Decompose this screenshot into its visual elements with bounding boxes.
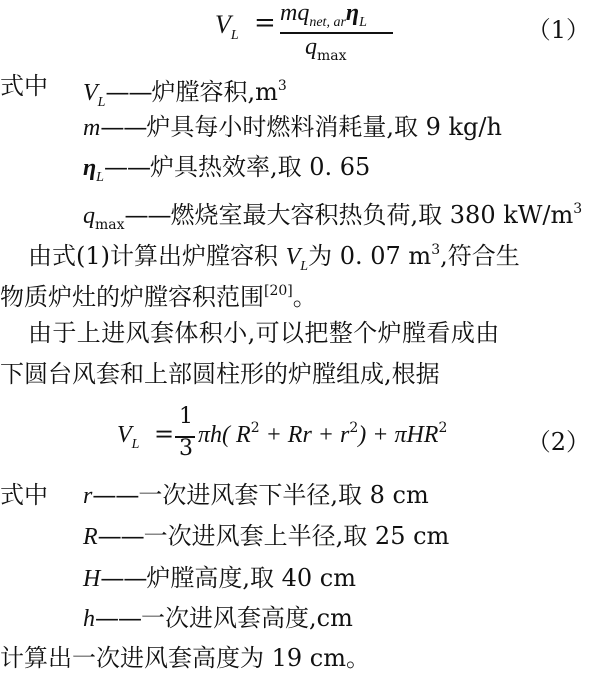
where2-dash: —— <box>100 564 147 592</box>
where2-text: 一次进风套高度,cm <box>141 604 353 632</box>
where2-line <box>83 516 449 557</box>
eq1-den-q: q <box>305 34 317 60</box>
where2-dash: —— <box>97 522 144 550</box>
para1-text-c: ,符合生 <box>440 242 520 270</box>
where1-symbol: V <box>83 80 98 106</box>
eq1-lhs-subscript: L <box>230 28 239 43</box>
para1-line-2 <box>0 271 600 311</box>
para1-period: 。 <box>292 283 317 311</box>
conclusion-line <box>0 638 600 678</box>
eq1-equals: = <box>254 8 276 38</box>
eq1-num-eta: η <box>345 0 360 26</box>
where2-item-2 <box>0 558 600 598</box>
where1-dash: —— <box>100 113 147 141</box>
para1-var: V <box>285 244 301 270</box>
where1-symbol: m <box>83 115 101 141</box>
conclusion-text: 计算出一次进风套高度为 19 cm。 <box>0 644 370 672</box>
where1-text: 燃烧室最大容积热负荷,取 380 kW/m <box>170 201 574 229</box>
where2-lead: 式中 <box>0 481 48 509</box>
where2-symbol: r <box>83 483 93 509</box>
where2-line <box>83 558 356 599</box>
eq2-frac-denominator: 3 <box>179 436 193 461</box>
where1-text: 炉具每小时燃料消耗量,取 9 kg/h <box>146 113 502 141</box>
para1-text-b: 为 0. 07 m <box>308 242 432 270</box>
where2-text: 一次进风套上半径,取 25 cm <box>143 522 450 550</box>
where1-dash: —— <box>103 153 150 181</box>
eq2-sup-3: 2 <box>438 420 448 436</box>
eq2-lhs-symbol: V <box>117 422 132 448</box>
where1-text: 炉具热效率,取 0. 65 <box>149 153 371 181</box>
eq2-rhs-c: ) + πHR <box>358 422 439 448</box>
where1-dash: —— <box>105 78 152 106</box>
para1-superscript: 3 <box>431 242 441 258</box>
para2-line-2 <box>0 354 600 394</box>
eq2-frac-numerator: 1 <box>179 404 193 429</box>
eq2-rhs <box>198 420 447 449</box>
para1-text-line2: 物质炉灶的炉膛容积范围 <box>0 283 264 311</box>
eq2-equals: = <box>154 420 175 448</box>
where1-subscript: max <box>95 217 125 233</box>
where1-symbol: η <box>83 155 97 181</box>
where1-dash: —— <box>124 201 171 229</box>
where2-symbol: R <box>83 524 98 550</box>
para1-text-a: 由式(1)计算出炉膛容积 <box>28 242 286 270</box>
where2-line <box>83 475 429 516</box>
eq1-den-subscript: max <box>317 48 347 64</box>
where1-lead: 式中 <box>0 72 48 100</box>
where1-subscript: L <box>97 95 106 110</box>
eq2-lhs-subscript: L <box>131 437 140 452</box>
where2-line <box>83 598 353 639</box>
para1-citation: [20] <box>264 283 293 299</box>
where2-symbol: H <box>83 566 101 592</box>
where2-item-0 <box>0 475 600 515</box>
eq1-number: （1） <box>526 16 590 44</box>
eq2-sup-2: 2 <box>349 420 359 436</box>
eq2-lhs <box>117 422 139 453</box>
where2-dash: —— <box>95 604 141 632</box>
where1-subscript: L <box>96 170 104 185</box>
para1-line-2-text <box>0 271 317 317</box>
where1-item-0 <box>0 66 600 110</box>
para2-line-1 <box>0 313 600 353</box>
eq1-num-eta-subscript: L <box>359 15 367 30</box>
where1-symbol: q <box>83 203 95 229</box>
where2-text: 炉膛高度,取 40 cm <box>146 564 356 592</box>
where2-item-3 <box>0 598 600 638</box>
eq1-lhs-symbol: V <box>215 10 231 39</box>
where2-item-1 <box>0 516 600 556</box>
para2-text-line2: 下圆台风套和上部圆柱形的炉膛组成,根据 <box>0 360 440 388</box>
where2-symbol: h <box>83 606 95 632</box>
where2-text: 一次进风套下半径,取 8 cm <box>138 481 429 509</box>
eq2-number: （2） <box>526 428 590 456</box>
where1-item-2 <box>0 147 600 187</box>
where1-text: 炉膛容积,m <box>151 78 278 106</box>
eq2-rhs-a: πh( R <box>198 422 251 448</box>
eq1-num-mq: mq <box>280 0 310 26</box>
eq1-num-subscript: net, ar <box>309 15 346 30</box>
eq2-rhs-b: + Rr + r <box>259 422 350 448</box>
eq2-sup-1: 2 <box>250 420 260 436</box>
where1-line <box>83 107 502 148</box>
where1-item-3 <box>0 189 600 233</box>
eq1-denominator <box>305 32 347 64</box>
para2-text-line1: 由于上进风套体积小,可以把整个炉膛看成由 <box>28 319 500 347</box>
where1-item-1 <box>0 107 600 147</box>
where2-dash: —— <box>92 481 139 509</box>
where1-superscript: 3 <box>573 201 583 217</box>
where1-superscript: 3 <box>277 78 287 94</box>
eq1-numerator <box>280 0 367 31</box>
para1-var-subscript: L <box>300 259 309 274</box>
para1-line-1 <box>0 230 600 274</box>
eq1-lhs <box>215 10 239 44</box>
